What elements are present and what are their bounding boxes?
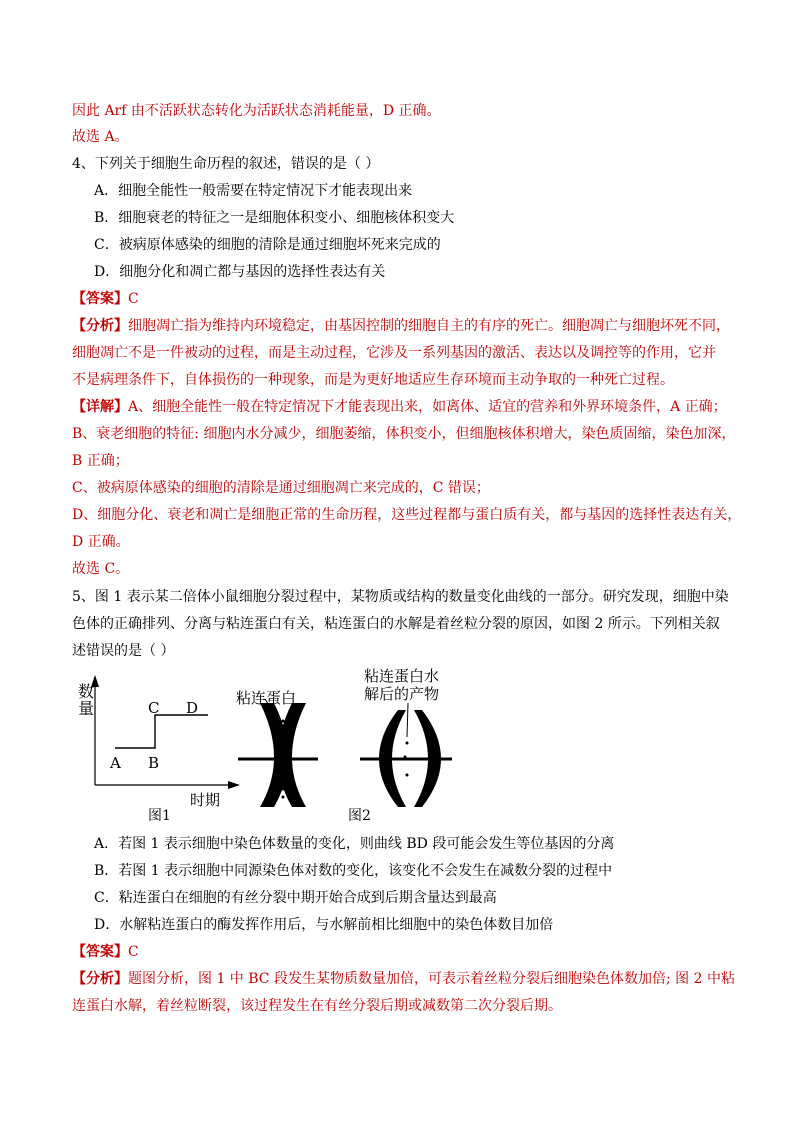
q5-figure — [60, 665, 480, 824]
prev-conclusion: 因此 Arf 由不活跃状态转化为活跃状态消耗能量，D 正确。 — [72, 103, 441, 119]
q4-detail-tag: 【详解】 — [72, 399, 128, 415]
fig2-chromosome-right — [348, 667, 452, 824]
q5-option-c: C．粘连蛋白在细胞的有丝分裂中期开始合成到后期含量达到最高 — [94, 890, 497, 906]
fig2-label-left: 粘连蛋白 — [236, 689, 297, 707]
fig1-point-a: A — [110, 754, 121, 772]
fig1-caption: 图1 — [148, 808, 171, 824]
q4-analysis-line-1: 【分析】细胞凋亡指为维持内环境稳定，由基因控制的细胞自主的有序的死亡。细胞凋亡与细胞坏死不同， — [72, 318, 730, 334]
q5-option-b: B．若图 1 表示细胞中同源染色体对数的变化，该变化不会发生在减数分裂的过程中 — [94, 863, 613, 879]
q4-answer — [72, 289, 139, 309]
q4-option-c: C．被病原体感染的细胞的清除是通过细胞坏死来完成的 — [94, 237, 441, 253]
fig1-graph — [78, 675, 240, 824]
fig1-x-arrow — [228, 781, 240, 789]
q4-option-b: B．细胞衰老的特征之一是细胞体积变小、细胞核体积变大 — [94, 210, 455, 226]
q4-detail-line-2: B、衰老细胞的特征: 细胞内水分减少，细胞萎缩，体积变小，但细胞核体积增大，染色质固缩，染色加深， — [72, 426, 736, 442]
q5-analysis-tag: 【分析】 — [72, 971, 128, 987]
q5-stem-line-3: 述错误的是（ ） — [72, 643, 175, 659]
fig2-pointer-right — [407, 703, 408, 737]
q4-detail-line-7: 故选 C。 — [72, 561, 130, 577]
q4-detail-line-1: 【详解】A、细胞全能性一般在特定情况下才能表现出来，如离体、适宜的营养和外界环境条件，A 正确； — [72, 399, 727, 415]
fig1-point-c: C — [148, 699, 160, 717]
q4-answer-value: C — [128, 291, 139, 307]
q5-option-d: D．水解粘连蛋白的酶发挥作用后，与水解前相比细胞中的染色体数目加倍 — [94, 917, 554, 933]
q5-analysis-line-2: 连蛋白水解，着丝粒断裂，该过程发生在有丝分裂后期或减数第二次分裂后期。 — [72, 998, 562, 1014]
q5-answer-tag: 【答案】 — [72, 944, 128, 960]
prev-choice: 故选 A。 — [72, 129, 129, 145]
fig1-point-d: D — [186, 699, 199, 717]
q4-analysis-line-3: 不是病理条件下，自体损伤的一种现象，而是为更好地适应生存环境而主动争取的一种死亡过程。 — [72, 372, 674, 388]
q4-analysis-line-2: 细胞凋亡不是一件被动的过程，而是主动过程，它涉及一系列基因的激活、表达以及调控等的作用，它并 — [72, 345, 716, 361]
q5-answer — [72, 942, 139, 962]
q4-stem: 4、下列关于细胞生命历程的叙述，错误的是（ ） — [72, 156, 380, 172]
q4-option-a: A．细胞全能性一般需要在特定情况下才能表现出来 — [94, 183, 413, 199]
q5-option-a: A．若图 1 表示细胞中染色体数量的变化，则曲线 BD 段可能会发生等位基因的分离 — [94, 836, 615, 852]
q5-analysis-line-1: 【分析】题图分析，图 1 中 BC 段发生某物质数量加倍，可表示着丝粒分裂后细胞染色体数加倍; 图 2 中粘 — [72, 971, 735, 987]
q4-option-d: D．细胞分化和凋亡都与基因的选择性表达有关 — [94, 264, 386, 280]
q4-detail-line-3: B 正确； — [72, 453, 129, 469]
fig1-curve — [115, 715, 208, 748]
q4-answer-tag: 【答案】 — [72, 291, 128, 307]
fig1-ylabel: 数量 — [78, 682, 95, 718]
q4-analysis-tag: 【分析】 — [72, 318, 128, 334]
fig1-xlabel: 时期 — [190, 791, 221, 809]
q4-detail-line-5: D、细胞分化、衰老和凋亡是细胞正常的生命历程，这些过程都与蛋白质有关，都与基因的选择性表达有关， — [72, 507, 742, 523]
q4-detail-line-4: C、被病原体感染的细胞的清除是通过细胞凋亡来完成的，C 错误； — [72, 480, 490, 496]
q5-answer-value: C — [128, 944, 139, 960]
fig2-label-right-1: 粘连蛋白水 — [364, 667, 440, 685]
q5-stem-line-1: 5、图 1 表示某二倍体小鼠细胞分裂过程中，某物质或结构的数量变化曲线的一部分。研究发现，细胞中染 — [72, 589, 729, 605]
fig2-label-right-2: 解后的产物 — [364, 685, 440, 703]
fig2-chromosome-left — [236, 689, 318, 807]
fig2-caption: 图2 — [348, 808, 371, 824]
q5-stem-line-2: 色体的正确排列、分离与粘连蛋白有关，粘连蛋白的水解是着丝粒分裂的原因，如图 2 所示。下列相关叙 — [72, 616, 720, 632]
fig1-point-b: B — [148, 754, 160, 772]
fig2-chromatid-l2 — [278, 703, 306, 807]
q4-detail-line-6: D 正确。 — [72, 534, 130, 550]
